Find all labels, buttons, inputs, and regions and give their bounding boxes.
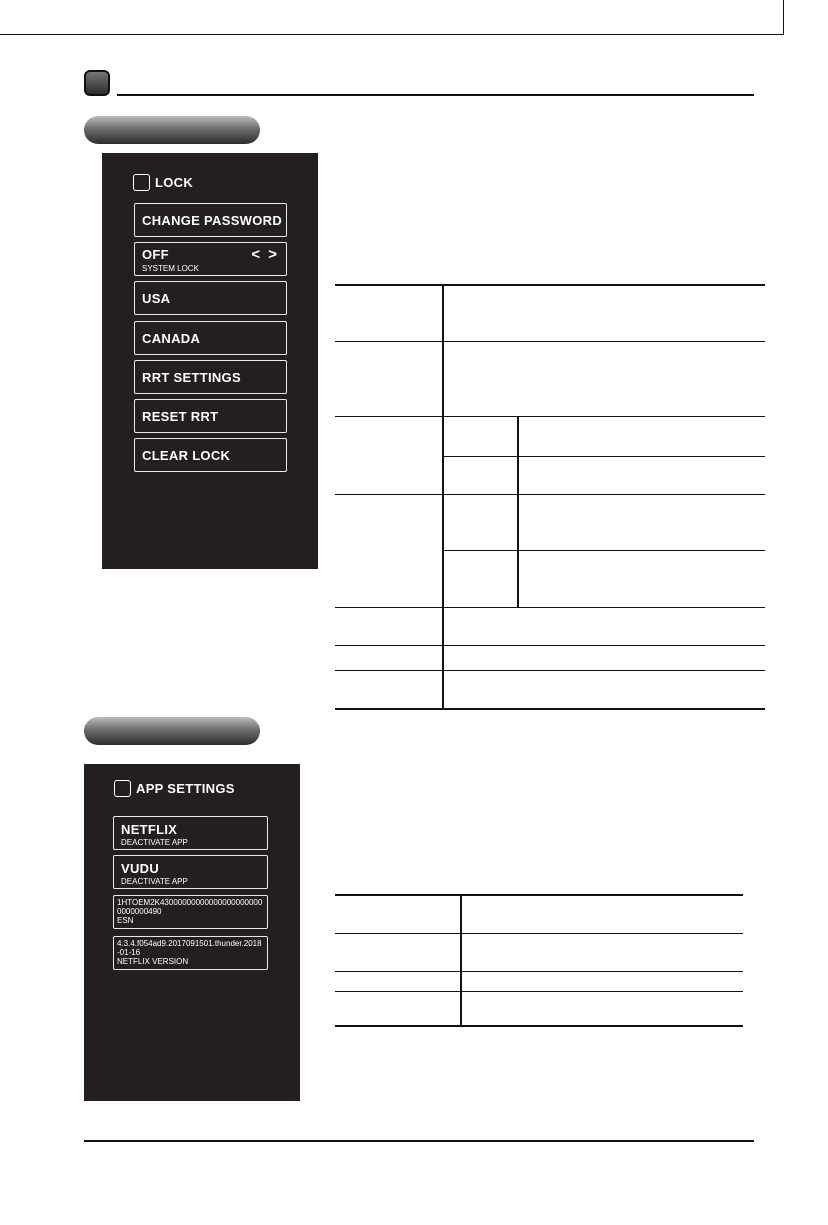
- table-divider: [442, 285, 444, 709]
- table-divider: [460, 895, 462, 1026]
- rrt-settings-label: RRT SETTINGS: [142, 369, 241, 385]
- table-rule: [443, 550, 765, 551]
- app-settings-panel: [84, 764, 300, 1101]
- system-lock-label: SYSTEM LOCK: [142, 264, 199, 273]
- reset-rrt-button[interactable]: [134, 399, 287, 433]
- canada-label: CANADA: [142, 330, 201, 346]
- checkbox-icon: [114, 780, 131, 797]
- table-rule: [335, 1025, 743, 1027]
- change-password-button[interactable]: [134, 203, 287, 237]
- lock-menu-panel: [102, 153, 318, 569]
- checkbox-icon: [133, 174, 150, 191]
- table-rule: [335, 284, 765, 286]
- table-rule: [443, 456, 765, 457]
- section-pill-lock: [84, 116, 260, 144]
- netflix-label: NETFLIX: [121, 822, 178, 837]
- app-settings-title: [114, 780, 235, 797]
- table-rule: [335, 971, 743, 972]
- corner-mark-vertical: [783, 0, 784, 35]
- canada-button[interactable]: [134, 321, 287, 355]
- table-rule: [335, 894, 743, 896]
- esn-value: 1HTOEM2K430000000000000000000000000000490: [117, 898, 263, 916]
- reset-rrt-label: RESET RRT: [142, 408, 219, 424]
- netflix-version-info-box: [113, 936, 268, 970]
- table-rule: [335, 607, 765, 608]
- netflix-version-label: NETFLIX VERSION: [117, 957, 189, 966]
- system-lock-selector[interactable]: [134, 242, 287, 276]
- table-rule: [335, 341, 765, 342]
- usa-label: USA: [142, 290, 171, 306]
- table-rule: [335, 991, 743, 992]
- netflix-button[interactable]: [113, 816, 268, 850]
- footer-rule: [84, 1140, 754, 1142]
- lock-menu-title-text: LOCK: [155, 175, 194, 190]
- vudu-button[interactable]: [113, 855, 268, 889]
- section-pill-app: [84, 717, 260, 745]
- corner-mark-horizontal: [0, 34, 783, 35]
- table-divider: [517, 417, 519, 607]
- netflix-deactivate-label: DEACTIVATE APP: [121, 838, 188, 847]
- clear-lock-label: CLEAR LOCK: [142, 447, 231, 463]
- table-rule: [335, 416, 765, 417]
- section-square-icon: [84, 70, 110, 96]
- change-password-label: CHANGE PASSWORD: [142, 212, 283, 228]
- esn-info-box: [113, 895, 268, 929]
- vudu-label: VUDU: [121, 861, 160, 876]
- rrt-settings-button[interactable]: [134, 360, 287, 394]
- left-right-arrows-icon[interactable]: < >: [251, 246, 279, 263]
- system-lock-value: OFF: [142, 247, 169, 262]
- header-rule: [117, 94, 754, 96]
- usa-button[interactable]: [134, 281, 287, 315]
- table-rule: [335, 933, 743, 934]
- app-settings-title-text: APP SETTINGS: [136, 781, 235, 796]
- table-rule: [335, 645, 765, 646]
- table-rule: [335, 708, 765, 710]
- table-rule: [335, 670, 765, 671]
- lock-menu-title: [133, 174, 193, 191]
- esn-label: ESN: [117, 916, 134, 925]
- vudu-deactivate-label: DEACTIVATE APP: [121, 877, 188, 886]
- clear-lock-button[interactable]: [134, 438, 287, 472]
- table-rule: [335, 494, 765, 495]
- netflix-version-value: 4.3.4.f054ad9.2017091501.thunder.2018-01-16: [117, 939, 262, 957]
